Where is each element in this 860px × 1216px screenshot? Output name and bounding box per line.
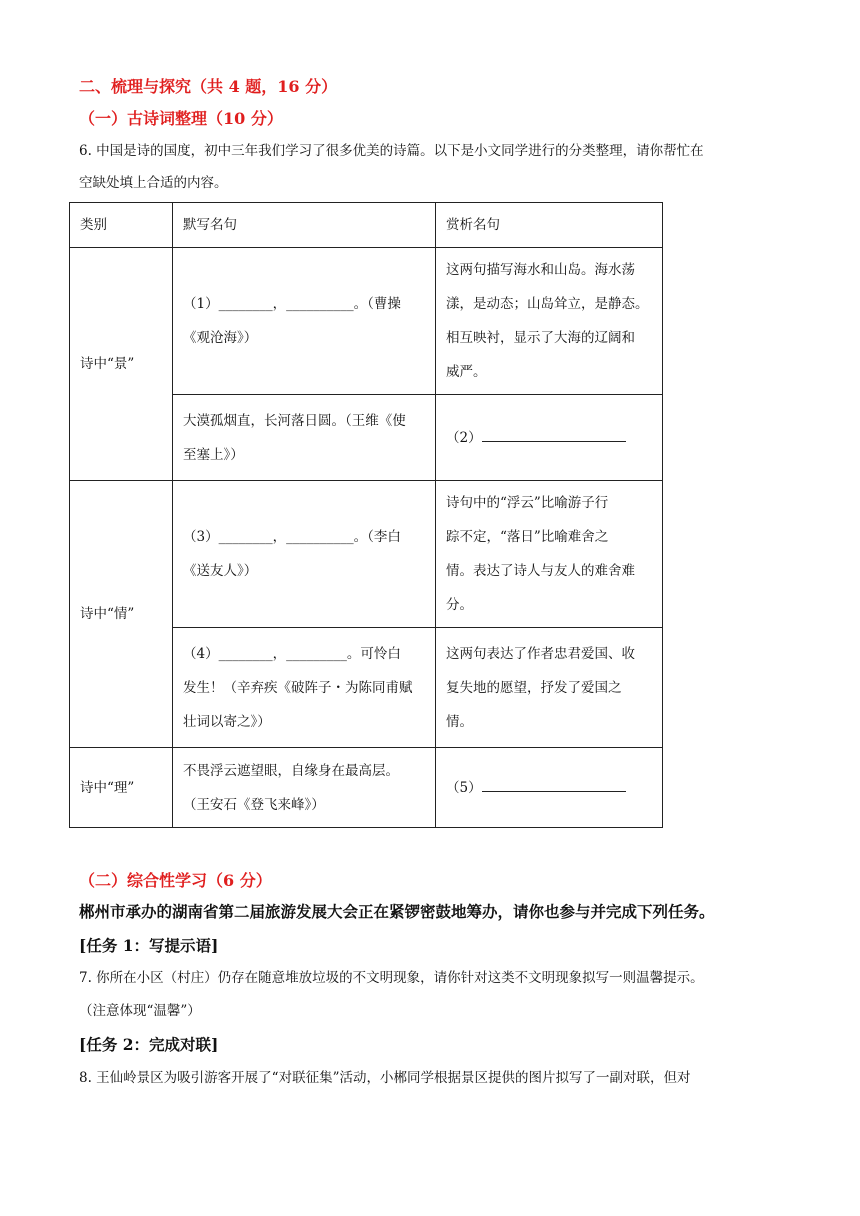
poem-table [69,202,663,828]
r5-recite: 不畏浮云遮望眼，自缘身在最高层。 （王安石《登飞来峰》） [173,748,436,828]
r5-appreciate: （5） [436,748,663,828]
q7-line1: 7. 你所在小区（村庄）仍存在随意堆放垃圾的不文明现象，请你针对这类不文明现象拟写一则温馨提示。 [79,970,704,986]
category-li: 诗中“理” [70,748,173,828]
category-jing: 诗中“景” [70,248,173,481]
answer-blank-2[interactable] [482,427,626,442]
r2-recite: 大漠孤烟直，长河落日圆。（王维《使 至塞上》） [173,395,436,481]
r1-recite: （1）________，__________。（曹操 《观沧海》） [173,248,436,395]
header-category: 类别 [70,203,173,248]
task1-heading: [任务 1：写提示语] [79,936,219,955]
r4-recite: （4）________，_________。可怜白 发生！（辛弃疾《破阵子・为陈同甫赋 壮词以寄之》） [173,628,436,748]
task2-heading: [任务 2：完成对联] [79,1035,219,1054]
q7-line2: （注意体现“温馨”） [79,1003,201,1019]
r3-appreciate: 诗句中的“浮云”比喻游子行 踪不定，“落日”比喻难舍之 情。表达了诗人与友人的难舍难 分。 [436,481,663,628]
sub2-title: （二）综合性学习（6 分） [79,871,272,890]
q6-line1: 6. 中国是诗的国度，初中三年我们学习了很多优美的诗篇。以下是小文同学进行的分类整理，请你帮忙在 [79,143,704,159]
q8-line1: 8. 王仙岭景区为吸引游客开展了“对联征集”活动，小郴同学根据景区提供的图片拟写了一副对联，但对 [79,1070,691,1086]
r3-recite: （3）________，__________。（李白 《送友人》） [173,481,436,628]
intro-bold-line: 郴州市承办的湖南省第二届旅游发展大会正在紧锣密鼓地筹办，请你也参与并完成下列任务。 [79,902,715,921]
category-qing: 诗中“情” [70,481,173,748]
q6-line2: 空缺处填上合适的内容。 [79,175,228,191]
header-appreciate: 赏析名句 [436,203,663,248]
answer-blank-5[interactable] [482,777,626,792]
r2-appreciate: （2） [436,395,663,481]
r4-appreciate: 这两句表达了作者忠君爱国、收 复失地的愿望，抒发了爱国之 情。 [436,628,663,748]
sub1-title: （一）古诗词整理（10 分） [79,109,283,128]
r1-appreciate: 这两句描写海水和山岛。海水荡 漾，是动态；山岛耸立，是静态。 相互映衬，显示了大海的辽阔和 威严。 [436,248,663,395]
header-recite: 默写名句 [173,203,436,248]
section2-title: 二、梳理与探究（共 4 题，16 分） [79,77,338,96]
